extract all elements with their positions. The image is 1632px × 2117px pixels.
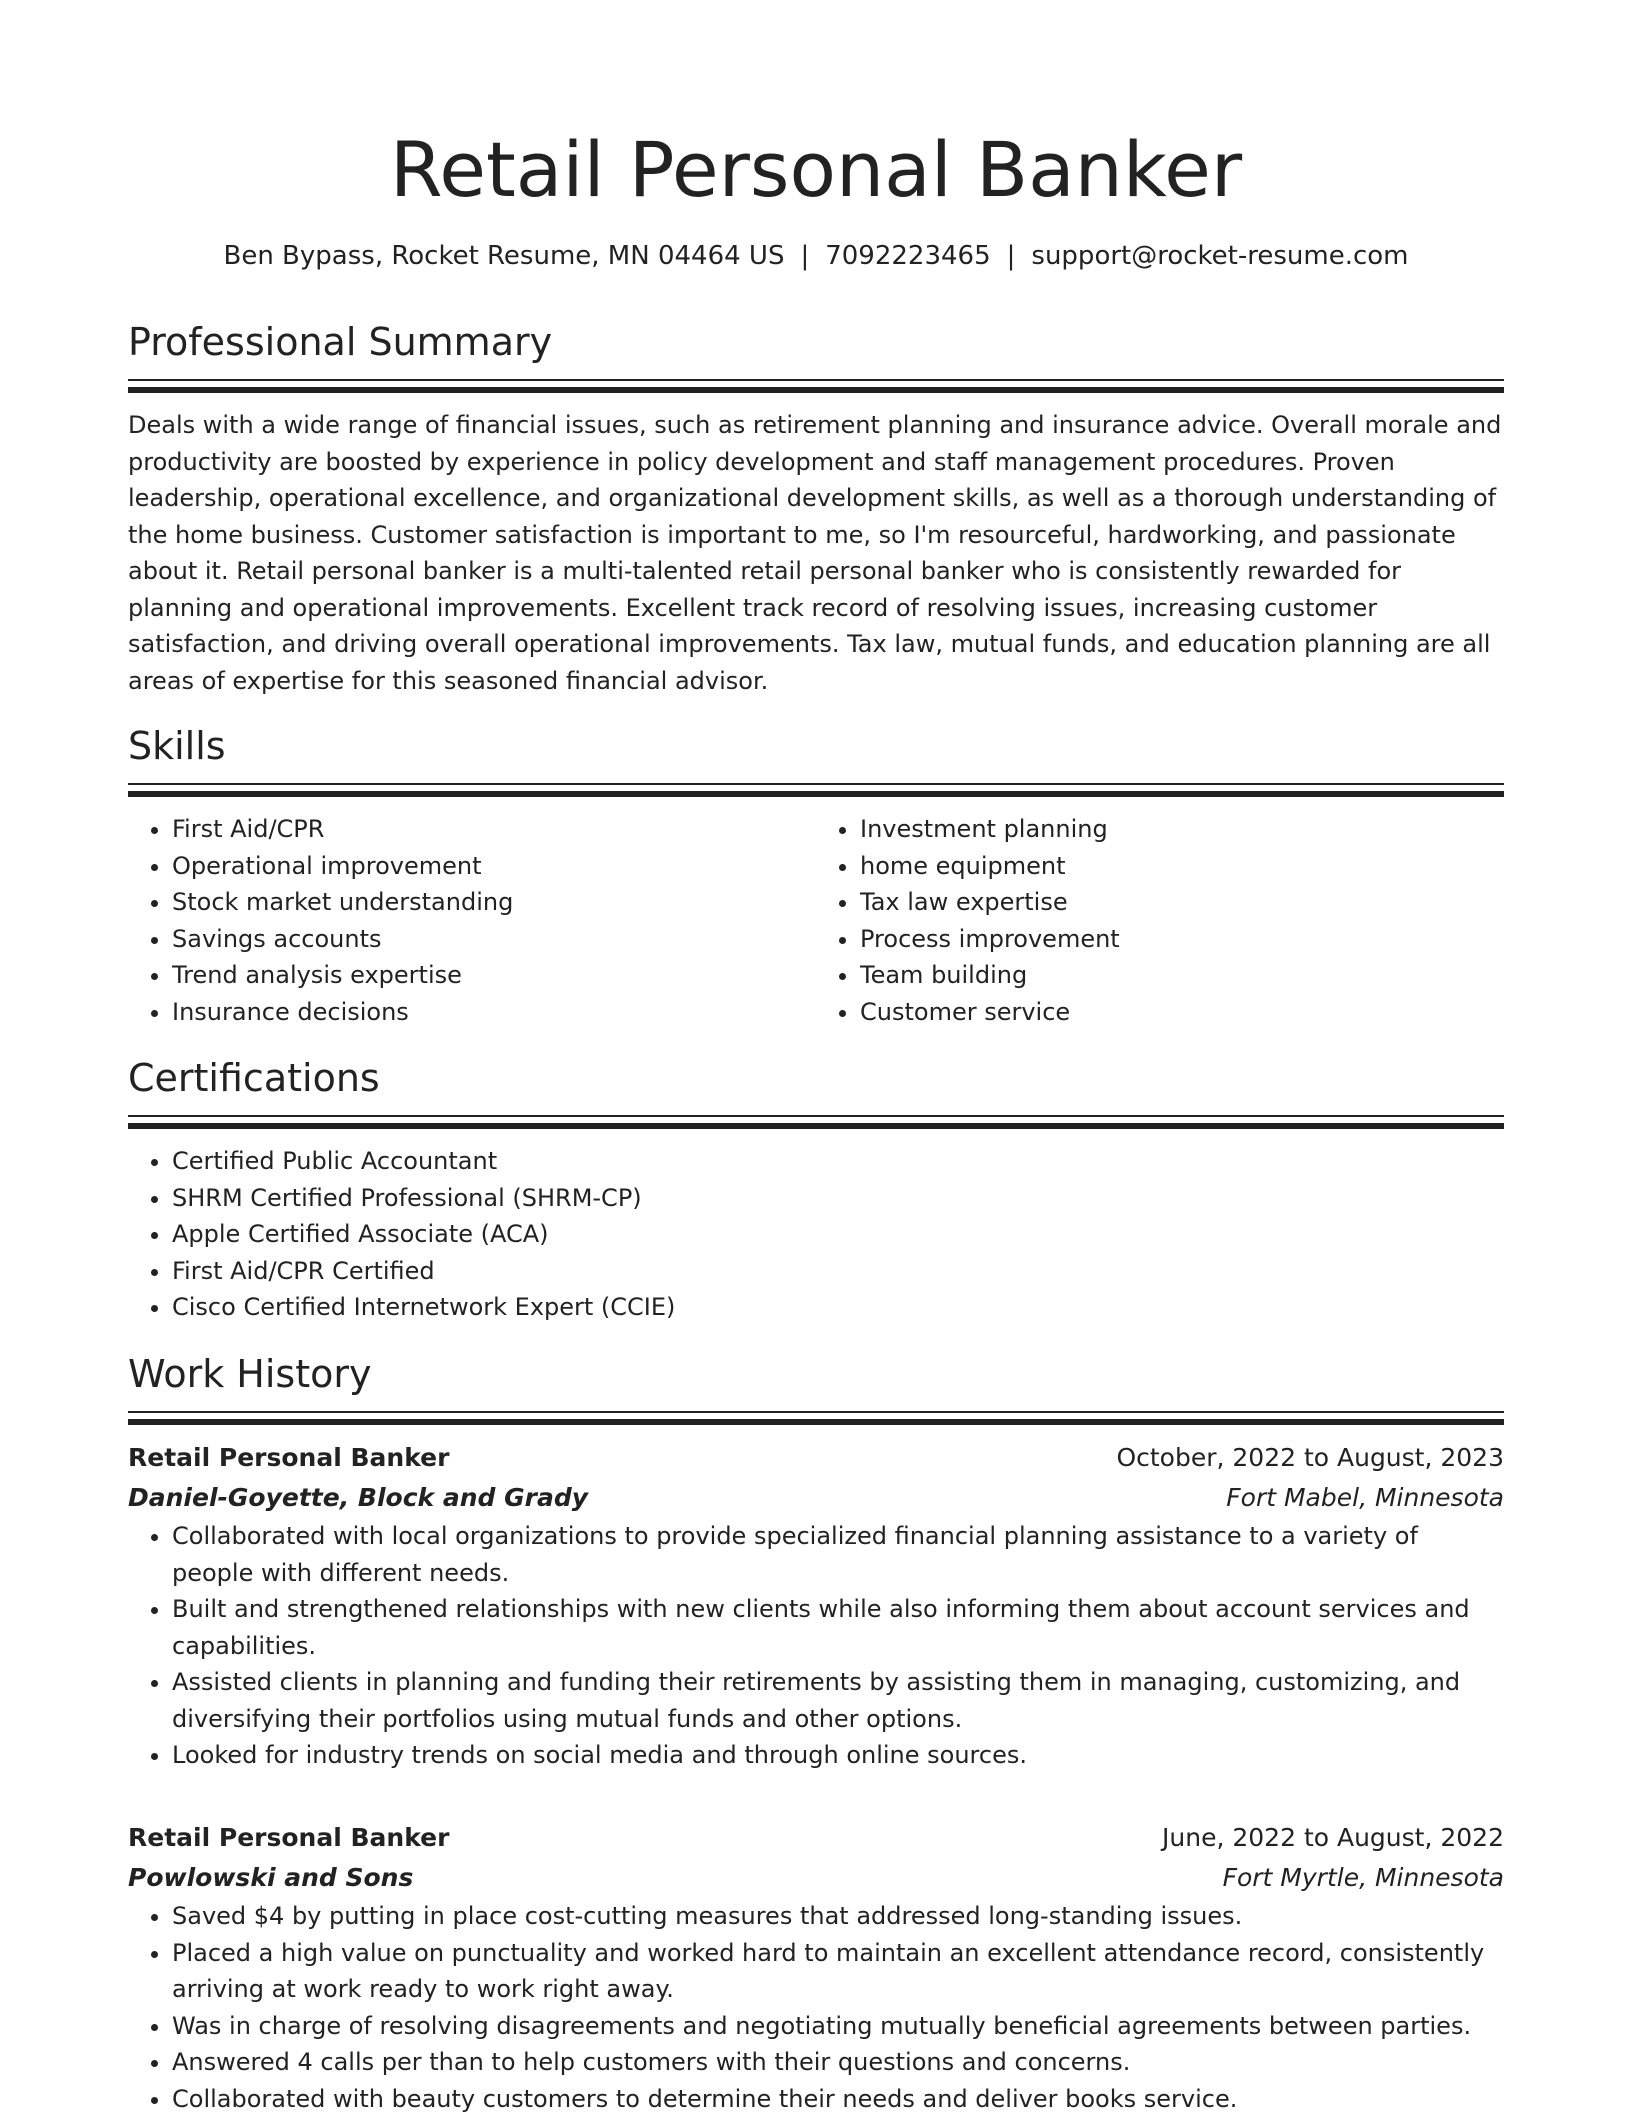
job-bullet: • Collaborated with local organizations to provide specialized financial planning assistance to a variety of people with different needs. (172, 1518, 1504, 1591)
section-heading: Work History (128, 1349, 1504, 1399)
job-company-row (128, 1858, 1504, 1898)
job-title: Retail Personal Banker (128, 1818, 449, 1858)
section-heading: Skills (128, 721, 1504, 771)
summary-text: Deals with a wide range of financial issues, such as retirement planning and insurance advice. Overall morale and productivity are boosted by experience in policy development and staff management procedures. Proven leadership, operational excellence, and organizational development skills, as well as a thorough understanding of the home business. Customer satisfaction is important to me, so I'm resourceful, hardworking, and passionate about it. Retail personal banker is a multi-talented retail personal banker who is consistently rewarded for planning and operational improvements. Excellent track record of resolving issues, increasing customer satisfaction, and driving overall operational improvements. Tax law, mutual funds, and education planning are all areas of expertise for this seasoned financial advisor. (128, 407, 1504, 699)
job-company-row (128, 1478, 1504, 1518)
skill-item: • home equipment (860, 848, 1504, 885)
section-rule (128, 1411, 1504, 1427)
section-rule (128, 379, 1504, 395)
job-bullet: • Assisted clients in planning and funding their retirements by assisting them in managing, customizing, and diversifying their portfolios using mutual funds and other options. (172, 1664, 1504, 1737)
job-company: Powlowski and Sons (128, 1858, 413, 1898)
job-entry (128, 1818, 1504, 2117)
job-company: Daniel-Goyette, Block and Grady (128, 1478, 588, 1518)
skills-section (128, 721, 1504, 1030)
job-header-row (128, 1818, 1504, 1858)
job-bullet: • Saved $4 by putting in place cost-cutting measures that addressed long-standing issues. (172, 1898, 1504, 1935)
skill-item: • Team building (860, 957, 1504, 994)
job-header-row (128, 1438, 1504, 1478)
job-bullet: • Collaborated with beauty customers to determine their needs and deliver books service. (172, 2081, 1504, 2117)
job-bullet: • Was in charge of resolving disagreements and negotiating mutually beneficial agreements between parties. (172, 2008, 1504, 2045)
job-location: Fort Mabel, Minnesota (1226, 1478, 1504, 1518)
job-bullet-list (128, 1518, 1504, 1774)
job-bullet: • Looked for industry trends on social media and through online sources. (172, 1737, 1504, 1774)
skills-list-left (128, 811, 816, 1030)
skill-item: • Savings accounts (172, 921, 816, 958)
section-heading: Professional Summary (128, 317, 1504, 367)
contact-separator: | (991, 241, 1032, 271)
skill-item: • Insurance decisions (172, 994, 816, 1031)
contact-line (128, 238, 1504, 274)
certification-item: • Apple Certified Associate (ACA) (172, 1216, 1504, 1253)
certifications-section (128, 1053, 1504, 1326)
job-entry (128, 1438, 1504, 1774)
contact-address: Ben Bypass, Rocket Resume, MN 04464 US (223, 241, 784, 271)
contact-separator: | (784, 241, 825, 271)
job-location: Fort Myrtle, Minnesota (1223, 1858, 1504, 1898)
skills-columns (128, 811, 1504, 1030)
skill-item: • Tax law expertise (860, 884, 1504, 921)
contact-email: support@rocket-resume.com (1031, 241, 1408, 271)
certification-item: • First Aid/CPR Certified (172, 1253, 1504, 1290)
skill-item: • Trend analysis expertise (172, 957, 816, 994)
section-rule (128, 1115, 1504, 1131)
skill-item: • First Aid/CPR (172, 811, 816, 848)
section-heading: Certifications (128, 1053, 1504, 1103)
certification-item: • SHRM Certified Professional (SHRM-CP) (172, 1180, 1504, 1217)
certification-item: • Certified Public Accountant (172, 1143, 1504, 1180)
work-history-section (128, 1349, 1504, 1427)
job-title: Retail Personal Banker (128, 1438, 449, 1478)
job-dates: June, 2022 to August, 2022 (1162, 1818, 1504, 1858)
job-bullet: • Answered 4 calls per than to help customers with their questions and concerns. (172, 2044, 1504, 2081)
summary-section (128, 317, 1504, 699)
certification-item: • Cisco Certified Internetwork Expert (CCIE) (172, 1289, 1504, 1326)
job-bullet: • Built and strengthened relationships with new clients while also informing them about account services and capabilities. (172, 1591, 1504, 1664)
skill-item: • Investment planning (860, 811, 1504, 848)
contact-phone: 7092223465 (825, 241, 990, 271)
skill-item: • Operational improvement (172, 848, 816, 885)
resume-title: Retail Personal Banker (128, 120, 1504, 220)
section-rule (128, 783, 1504, 799)
skill-item: • Stock market understanding (172, 884, 816, 921)
skills-list-right (816, 811, 1504, 1030)
certifications-list (128, 1143, 1504, 1326)
skill-item: • Customer service (860, 994, 1504, 1031)
skill-item: • Process improvement (860, 921, 1504, 958)
job-dates: October, 2022 to August, 2023 (1116, 1438, 1504, 1478)
job-bullet: • Placed a high value on punctuality and worked hard to maintain an excellent attendance record, consistently arriving at work ready to work right away. (172, 1935, 1504, 2008)
job-bullet-list (128, 1898, 1504, 2117)
